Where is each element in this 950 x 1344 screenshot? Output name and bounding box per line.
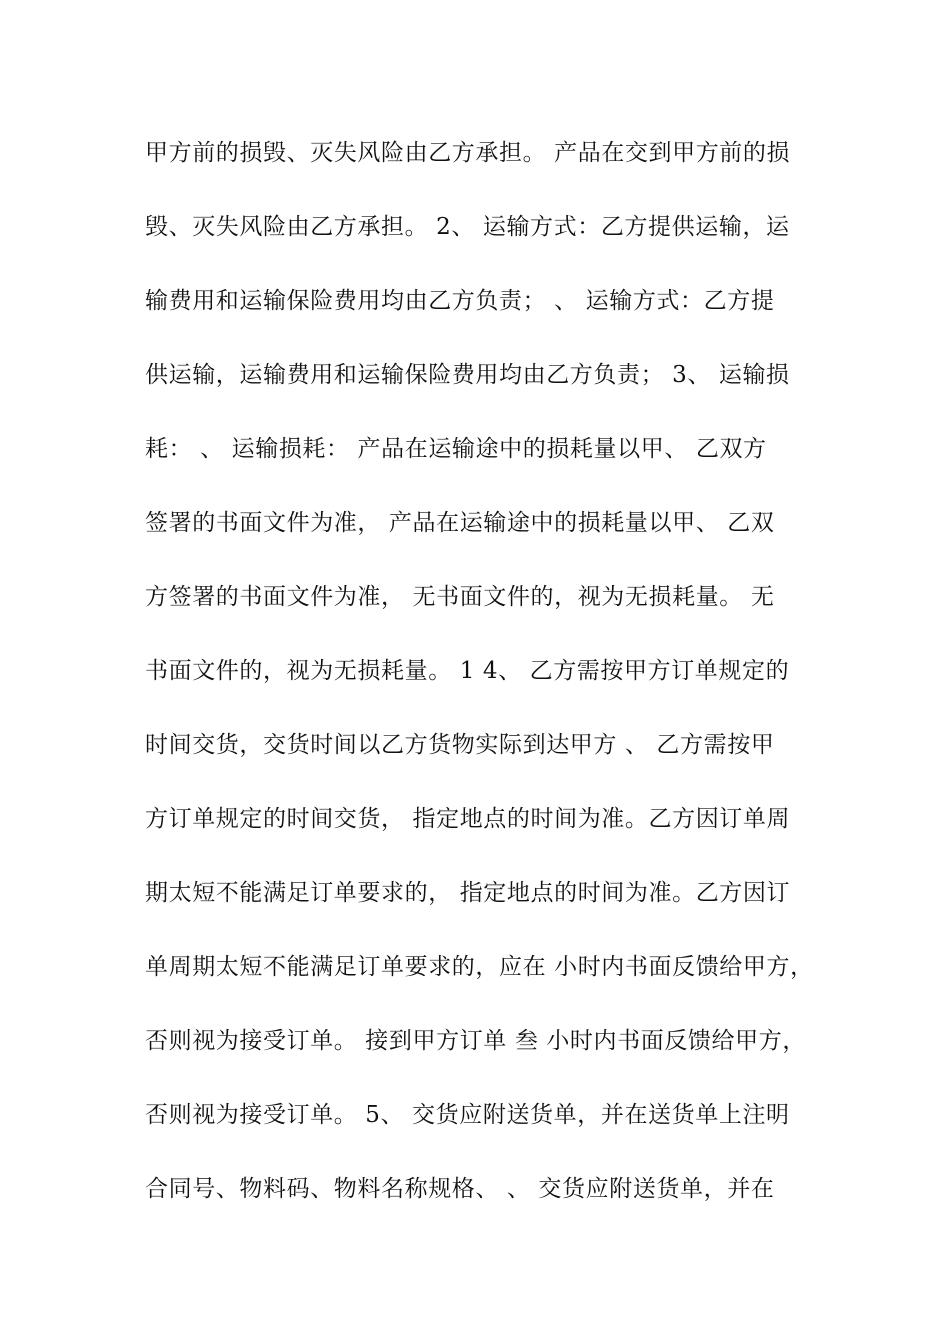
text-line-6: 签署的书面文件为准， 产品在运输途中的损耗量以甲、 乙双 xyxy=(145,510,775,536)
text-line-5: 耗： 、 运输损耗： 产品在运输途中的损耗量以甲、 乙双方 xyxy=(145,436,767,462)
text-line-14: 否则视为接受订单。 5、 交货应附送货单，并在送货单上注明 xyxy=(145,1102,790,1128)
text-line-13: 否则视为接受订单。 接到甲方订单 叁 小时内书面反馈给甲方， xyxy=(145,1028,806,1054)
text-line-15: 合同号、物料码、物料名称规格、 、 交货应附送货单，并在 xyxy=(145,1176,775,1202)
text-line-12: 单周期太短不能满足订单要求的，应在 小时内书面反馈给甲方， xyxy=(145,954,814,980)
text-line-10: 方订单规定的时间交货， 指定地点的时间为准。乙方因订单周 xyxy=(145,806,791,832)
text-line-3: 输费用和运输保险费用均由乙方负责； 、 运输方式：乙方提 xyxy=(145,288,775,314)
text-line-11: 期太短不能满足订单要求的， 指定地点的时间为准。乙方因订 xyxy=(145,880,791,906)
text-line-8: 书面文件的，视为无损耗量。 1 4、 乙方需按甲方订单规定的 xyxy=(145,658,790,684)
text-line-9: 时间交货，交货时间以乙方货物实际到达甲方 、 乙方需按甲 xyxy=(145,732,775,758)
text-line-2: 毁、灭失风险由乙方承担。 2、 运输方式：乙方提供运输，运 xyxy=(145,214,790,240)
text-line-4: 供运输，运输费用和运输保险费用均由乙方负责； 3、 运输损 xyxy=(145,362,790,388)
text-line-7: 方签署的书面文件为准， 无书面文件的，视为无损耗量。 无 xyxy=(145,584,775,610)
contract-text-body xyxy=(145,130,835,1240)
text-line-1: 甲方前的损毁、灭失风险由乙方承担。 产品在交到甲方前的损 xyxy=(145,140,791,166)
